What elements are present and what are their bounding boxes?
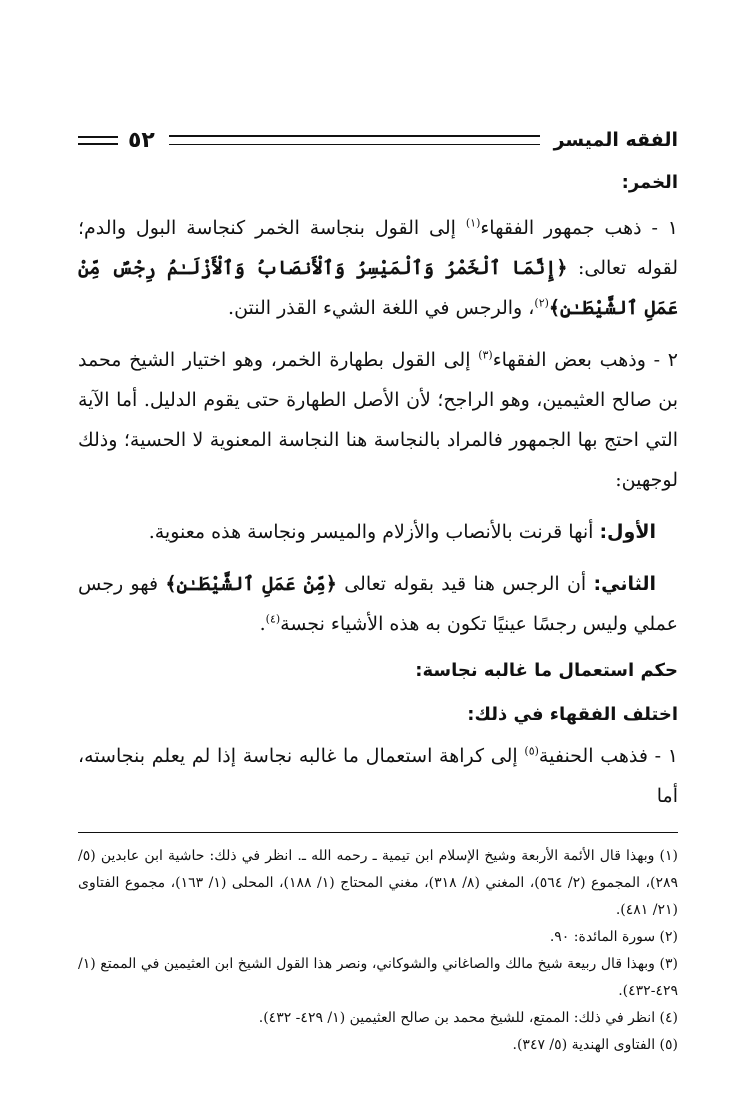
footnote-ref-5[interactable]: (٥): [524, 744, 539, 758]
text-run: ١ - فذهب الحنفية: [538, 745, 678, 767]
header-rule: [169, 135, 540, 145]
book-title: الفقه الميسر: [553, 129, 678, 151]
footnote-divider: [78, 832, 678, 833]
footnote-ref-1[interactable]: (١): [465, 216, 481, 230]
footnote-ref-3[interactable]: (٣): [478, 348, 493, 362]
section-heading-khamr: الخمر:: [621, 172, 678, 193]
paragraph-first-reason: [78, 512, 678, 552]
text-run: إلى القول بطهارة الخمر، وهو اختيار الشيخ محمد بن صالح العثيمين، وهو الراجح؛ لأن الأصل الطهارة حتى يقوم الدليل. أما الآية التي احتج بها الجمهور فالمراد بالنجاسة هنا النجاسة المعنوية لا الحسية؛ وذلك لوجهين:: [78, 349, 678, 491]
second-reason-label: الثاني:: [593, 573, 656, 595]
book-page: [78, 120, 678, 1080]
text-run: أن الرجس هنا قيد بقوله تعالى: [336, 573, 594, 595]
quran-verse-short: ﴿مِّنْ عَمَلِ ٱلشَّيْطَـٰنِ﴾: [165, 573, 337, 595]
text-run: ٢ - وذهب بعض الفقهاء: [492, 349, 678, 371]
footnote-4: (٤) انظر في ذلك: الممتع، للشيخ محمد بن صالح العثيمين (١/ ٤٢٩- ٤٣٢).: [258, 1010, 678, 1026]
footnote-ref-2[interactable]: (٢): [534, 296, 549, 310]
paragraph-majority-view: [78, 208, 678, 328]
footnote-5: (٥) الفتاوى الهندية (٥/ ٣٤٧).: [512, 1037, 678, 1053]
footnote-2: (٢) سورة المائدة: ٩٠.: [549, 929, 678, 945]
indent: [656, 573, 678, 595]
running-header: [78, 120, 678, 160]
paragraph-second-reason: [78, 564, 678, 644]
paragraph-hanafi-view: [78, 736, 678, 816]
text-run: فهو رجس عملي وليس رجسًا عينيًا تكون به هذه الأشياء نجسة: [78, 573, 678, 635]
text-run: ١ - ذهب جمهور الفقهاء: [480, 217, 678, 239]
footnote-ref-4[interactable]: (٤): [265, 612, 281, 626]
text-run: إلى كراهة استعمال ما غالبه نجاسة إذا لم يعلم بنجاسته، أما: [78, 745, 678, 807]
subheading-disagreement: اختلف الفقهاء في ذلك:: [467, 704, 678, 725]
footnote-1: (١) وبهذا قال الأئمة الأربعة وشيخ الإسلام ابن تيمية ـ رحمه الله ـ. انظر في ذلك: حاشية ابن عابدين (٥/ ٢٨٩)، المجموع (٢/ ٥٦٤)، المغني (٨/ ٣١٨)، مغني المحتاج (١/ ١٨٨)، المحلى (١/ ١٦٣)، مجموع الفتاوى (٢١/ ٤٨١).: [78, 848, 679, 918]
paragraph-minority-view: [78, 340, 678, 500]
text-run: ، والرجس في اللغة الشيء القذر النتن.: [228, 297, 535, 319]
page-number: ٥٢: [128, 127, 155, 153]
text-run: .: [259, 613, 266, 635]
section-heading-hukm: حكم استعمال ما غالبه نجاسة:: [415, 660, 678, 681]
page-number-rule: [78, 136, 118, 145]
footnote-3: (٣) وبهذا قال ربيعة شيخ مالك والصاغاني والشوكاني، ونصر هذا القول الشيخ ابن العثيمين في الممتع (١/ ٤٢٩-٤٣٢).: [78, 956, 678, 999]
text-run: إلى القول بنجاسة الخمر كنجاسة البول والدم؛ لقوله تعالى:: [78, 217, 678, 279]
main-text: [78, 168, 678, 816]
first-reason-label: الأول:: [599, 521, 656, 543]
text-run: أنها قرنت بالأنصاب والأزلام والميسر ونجاسة هذه معنوية.: [148, 521, 600, 543]
quran-verse: ﴿إِنَّمَا ٱلْخَمْرُ وَٱلْمَيْسِرُ وَٱلْأَنصَابُ وَٱلْأَزْلَـٰمُ رِجْسٌ مِّنْ عَمَلِ ٱلشَّيْطَـٰنِ﴾: [78, 257, 678, 319]
footnotes: [78, 843, 678, 1059]
